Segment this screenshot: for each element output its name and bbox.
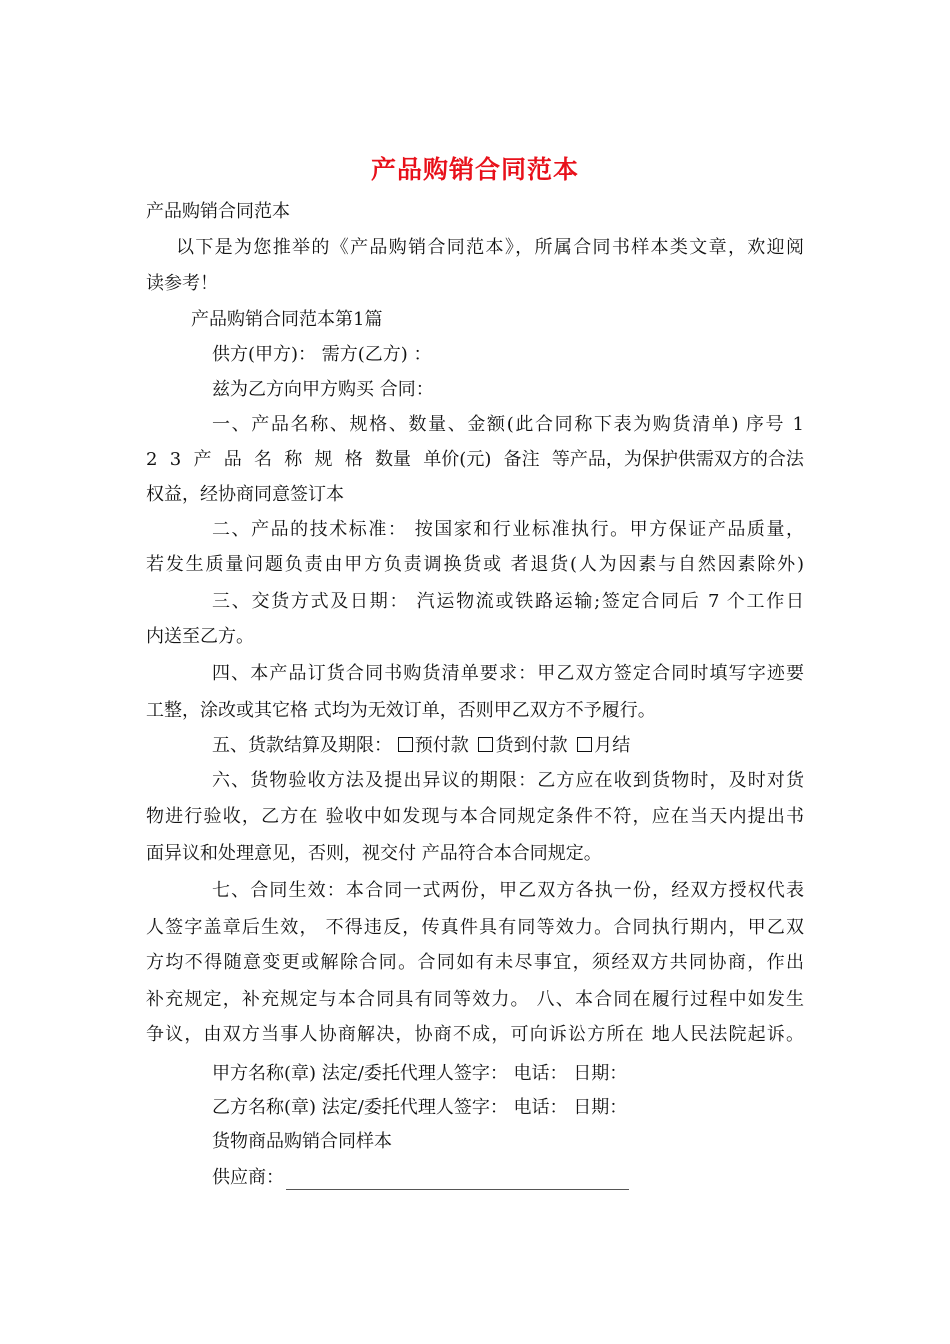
token: 规 [314,449,333,470]
checkbox-icon [398,737,413,752]
intro-line-1: 以下是为您推举的《产品购销合同范本》，所属合同书样本类文章，欢迎阅 [176,237,804,258]
clause-2-line-2: 若发生质量问题负责由甲方负责调换货或 者退货(人为因素与自然因素除外) [146,554,804,575]
clause-6-line-2: 物进行验收，乙方在 验收中如发现与本合同规定条件不符，应在当天内提出书 [146,806,804,827]
clause-4-line-1: 四、本产品订货合同书购货清单要求：甲乙双方签定合同时填写字迹要 [212,663,804,684]
clause-1-line-3: 权益，经协商同意签订本 [146,484,344,505]
clause-5-line [212,734,630,758]
token: 备注 [503,449,540,470]
token: 2 [146,449,158,470]
option-label: 货到付款 [495,735,568,756]
clause-3-line-2: 内送至乙方。 [146,626,254,647]
checkbox-icon [577,737,592,752]
clause-6-line-1: 六、货物验收方法及提出异议的期限：乙方应在收到货物时，及时对货 [212,770,804,791]
option-monthly [577,735,630,756]
token: 称 [284,449,303,470]
option-cod [478,735,567,756]
intro-line-2: 读参考！ [146,273,218,294]
clause-7-line-4: 补充规定，补充规定与本合同具有同等效力。 八、本合同在履行过程中如发生 [146,989,804,1010]
token: 3 [169,449,182,470]
purpose-line: 兹为乙方向甲方购买 合同： [212,379,434,400]
supplier-line [212,1166,629,1190]
option-label: 预付款 [414,735,469,756]
clause-1-line-2 [146,448,804,472]
section-heading: 产品购销合同范本第1篇 [191,309,383,330]
option-prepay [398,735,469,756]
supplier-blank [286,1171,629,1190]
supplier-label: 供应商： [212,1167,284,1188]
clause-2-line-1: 二、产品的技术标准： 按国家和行业标准执行。甲方保证产品质量， [212,519,804,540]
token: 名 [253,449,272,470]
clause-7-line-2: 人签字盖章后生效， 不得违反，传真件具有同等效力。合同执行期内，甲乙双 [146,917,804,938]
token: 数量 [375,449,412,470]
clause-7-line-1: 七、合同生效：本合同一式两份，甲乙双方各执一份，经双方授权代表 [212,880,804,901]
option-label: 月结 [594,735,631,756]
clause-7-line-5: 争议，由双方当事人协商解决，协商不成，可向诉讼方所在 地人民法院起诉。 [146,1024,804,1045]
clause-4-line-2: 工整，涂改或其它格 式均为无效订单，否则甲乙双方不予履行。 [146,700,656,721]
checkbox-icon [478,737,493,752]
signature-party-b: 乙方名称(章) 法定/委托代理人签字： 电话： 日期： [212,1097,628,1118]
token: 等产品，为保护供需双方的合法 [551,449,804,470]
token: 产 [193,449,212,470]
token: 品 [223,449,242,470]
document-title: 产品购销合同范本 [370,155,579,184]
clause-1-line-1: 一、产品名称、规格、数量、金额(此合同称下表为购货清单) 序号 1 [212,414,804,435]
token: 格 [344,449,363,470]
clause-5-label: 五、货款结算及期限： [212,735,392,756]
sample-title: 货物商品购销合同样本 [212,1131,392,1152]
clause-3-line-1: 三、交货方式及日期： 汽运物流或铁路运输;签定合同后 7 个工作日 [212,591,804,612]
clause-7-line-3: 方均不得随意变更或解除合同。合同如有未尽事宜，须经双方共同协商，作出 [146,952,804,973]
subheading: 产品购销合同范本 [146,201,290,222]
token: 单价(元) [423,449,492,470]
parties-line: 供方(甲方)： 需方(乙方) ： [212,344,432,365]
clause-6-line-3: 面异议和处理意见，否则，视交付 产品符合本合同规定。 [146,843,602,864]
signature-party-a: 甲方名称(章) 法定/委托代理人签字： 电话： 日期： [212,1063,628,1084]
